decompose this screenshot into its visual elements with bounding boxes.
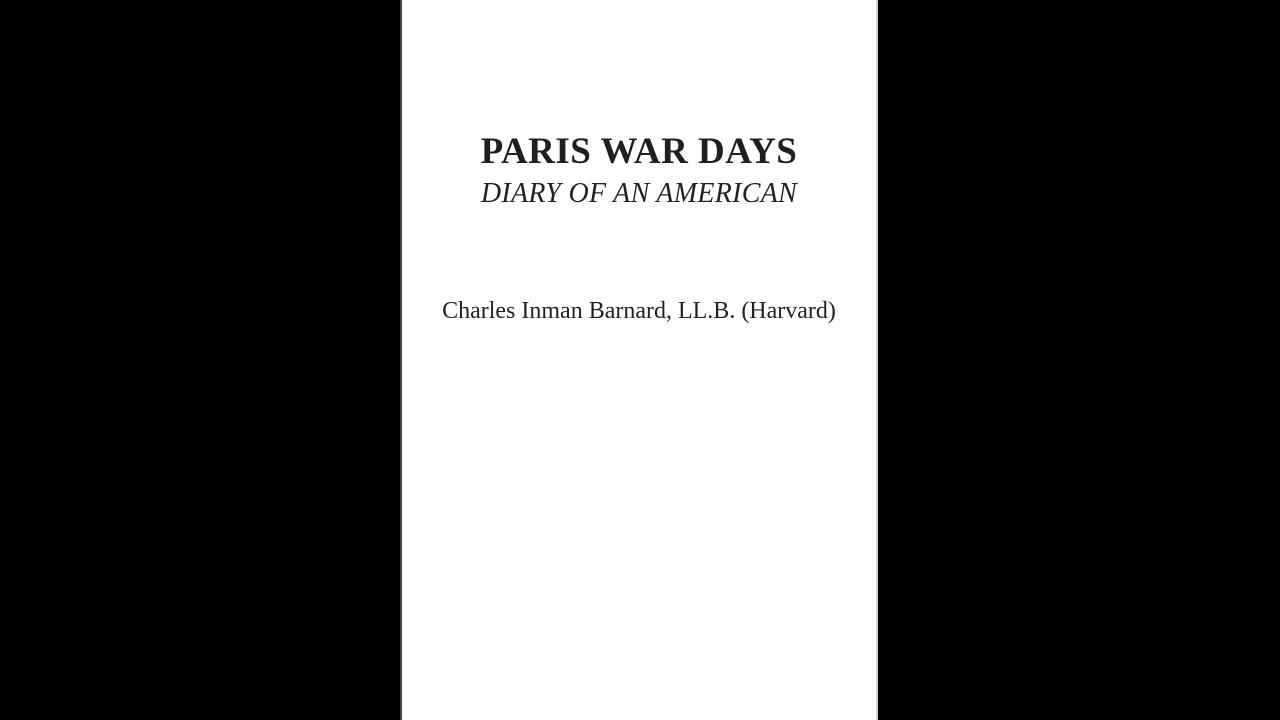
book-title: PARIS WAR DAYS (480, 131, 798, 172)
book-subtitle: DIARY OF AN AMERICAN (480, 178, 798, 210)
book-page (400, 0, 878, 720)
book-author: Charles Inman Barnard, LL.B. (Harvard) (442, 297, 836, 324)
